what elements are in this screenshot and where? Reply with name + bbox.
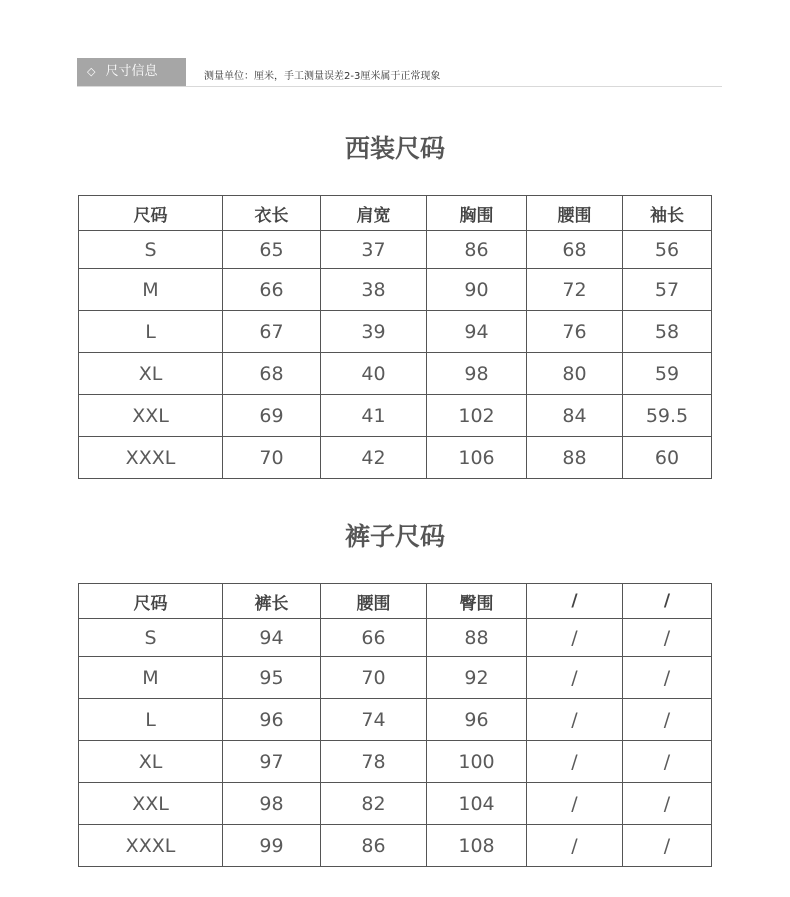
size-cell: M [79,269,223,311]
value-cell: 58 [623,311,712,353]
value-cell: 99 [223,825,321,867]
value-cell: 82 [321,783,427,825]
column-header: 尺码 [79,584,223,619]
column-header: / [623,584,712,619]
value-cell: 72 [527,269,623,311]
value-cell: 59 [623,353,712,395]
value-cell: / [527,741,623,783]
value-cell: 66 [321,619,427,657]
value-cell: 104 [427,783,527,825]
value-cell: 92 [427,657,527,699]
value-cell: / [527,825,623,867]
table-row [79,619,712,657]
table-row [79,657,712,699]
value-cell: 94 [427,311,527,353]
value-cell: 96 [427,699,527,741]
value-cell: 40 [321,353,427,395]
value-cell: 41 [321,395,427,437]
table-row [79,353,712,395]
table-row [79,699,712,741]
column-header: 腰围 [321,584,427,619]
value-cell: 80 [527,353,623,395]
table-row [79,231,712,269]
value-cell: 96 [223,699,321,741]
value-cell: 86 [427,231,527,269]
size-cell: XL [79,741,223,783]
table-row [79,395,712,437]
value-cell: 42 [321,437,427,479]
column-header: / [527,584,623,619]
value-cell: 67 [223,311,321,353]
value-cell: 102 [427,395,527,437]
size-cell: M [79,657,223,699]
value-cell: 95 [223,657,321,699]
value-cell: 65 [223,231,321,269]
value-cell: 74 [321,699,427,741]
value-cell: / [527,619,623,657]
value-cell: 86 [321,825,427,867]
value-cell: / [527,783,623,825]
header-divider [77,86,722,87]
table-header-row [79,196,712,231]
value-cell: 59.5 [623,395,712,437]
value-cell: 84 [527,395,623,437]
value-cell: 108 [427,825,527,867]
value-cell: 56 [623,231,712,269]
value-cell: 70 [321,657,427,699]
value-cell: 68 [223,353,321,395]
value-cell: 88 [427,619,527,657]
value-cell: 90 [427,269,527,311]
column-header: 尺码 [79,196,223,231]
column-header: 袖长 [623,196,712,231]
suit-size-title: 西装尺码 [344,134,445,163]
column-header: 臀围 [427,584,527,619]
column-header: 裤长 [223,584,321,619]
size-cell: XXXL [79,825,223,867]
value-cell: 70 [223,437,321,479]
value-cell: 106 [427,437,527,479]
column-header: 胸围 [427,196,527,231]
value-cell: 88 [527,437,623,479]
pants-size-table [78,583,712,867]
value-cell: / [623,741,712,783]
diamond-outline-icon: ◇ [87,65,96,78]
value-cell: / [623,619,712,657]
value-cell: 94 [223,619,321,657]
size-info-tab-label: 尺寸信息 [105,64,158,79]
value-cell: 60 [623,437,712,479]
column-header: 腰围 [527,196,623,231]
size-cell: S [79,619,223,657]
table-header-row [79,584,712,619]
measurement-note: 测量单位：厘米，手工测量误差2-3厘米属于正常现象 [204,71,441,82]
suit-size-table [78,195,712,479]
size-cell: XXL [79,783,223,825]
value-cell: 38 [321,269,427,311]
value-cell: 39 [321,311,427,353]
value-cell: 76 [527,311,623,353]
value-cell: 100 [427,741,527,783]
size-cell: L [79,311,223,353]
table-row [79,783,712,825]
value-cell: 69 [223,395,321,437]
size-cell: XL [79,353,223,395]
value-cell: / [623,657,712,699]
value-cell: 68 [527,231,623,269]
value-cell: / [623,825,712,867]
column-header: 肩宽 [321,196,427,231]
value-cell: 37 [321,231,427,269]
size-cell: XXXL [79,437,223,479]
table-row [79,269,712,311]
size-cell: XXL [79,395,223,437]
value-cell: 66 [223,269,321,311]
value-cell: 97 [223,741,321,783]
table-row [79,741,712,783]
table-row [79,825,712,867]
value-cell: 98 [427,353,527,395]
value-cell: / [527,657,623,699]
value-cell: / [527,699,623,741]
value-cell: 78 [321,741,427,783]
size-cell: S [79,231,223,269]
value-cell: / [623,783,712,825]
column-header: 衣长 [223,196,321,231]
table-row [79,311,712,353]
table-row [79,437,712,479]
value-cell: 57 [623,269,712,311]
size-cell: L [79,699,223,741]
value-cell: 98 [223,783,321,825]
size-info-tab [77,58,186,86]
value-cell: / [623,699,712,741]
pants-size-title: 裤子尺码 [344,522,445,551]
